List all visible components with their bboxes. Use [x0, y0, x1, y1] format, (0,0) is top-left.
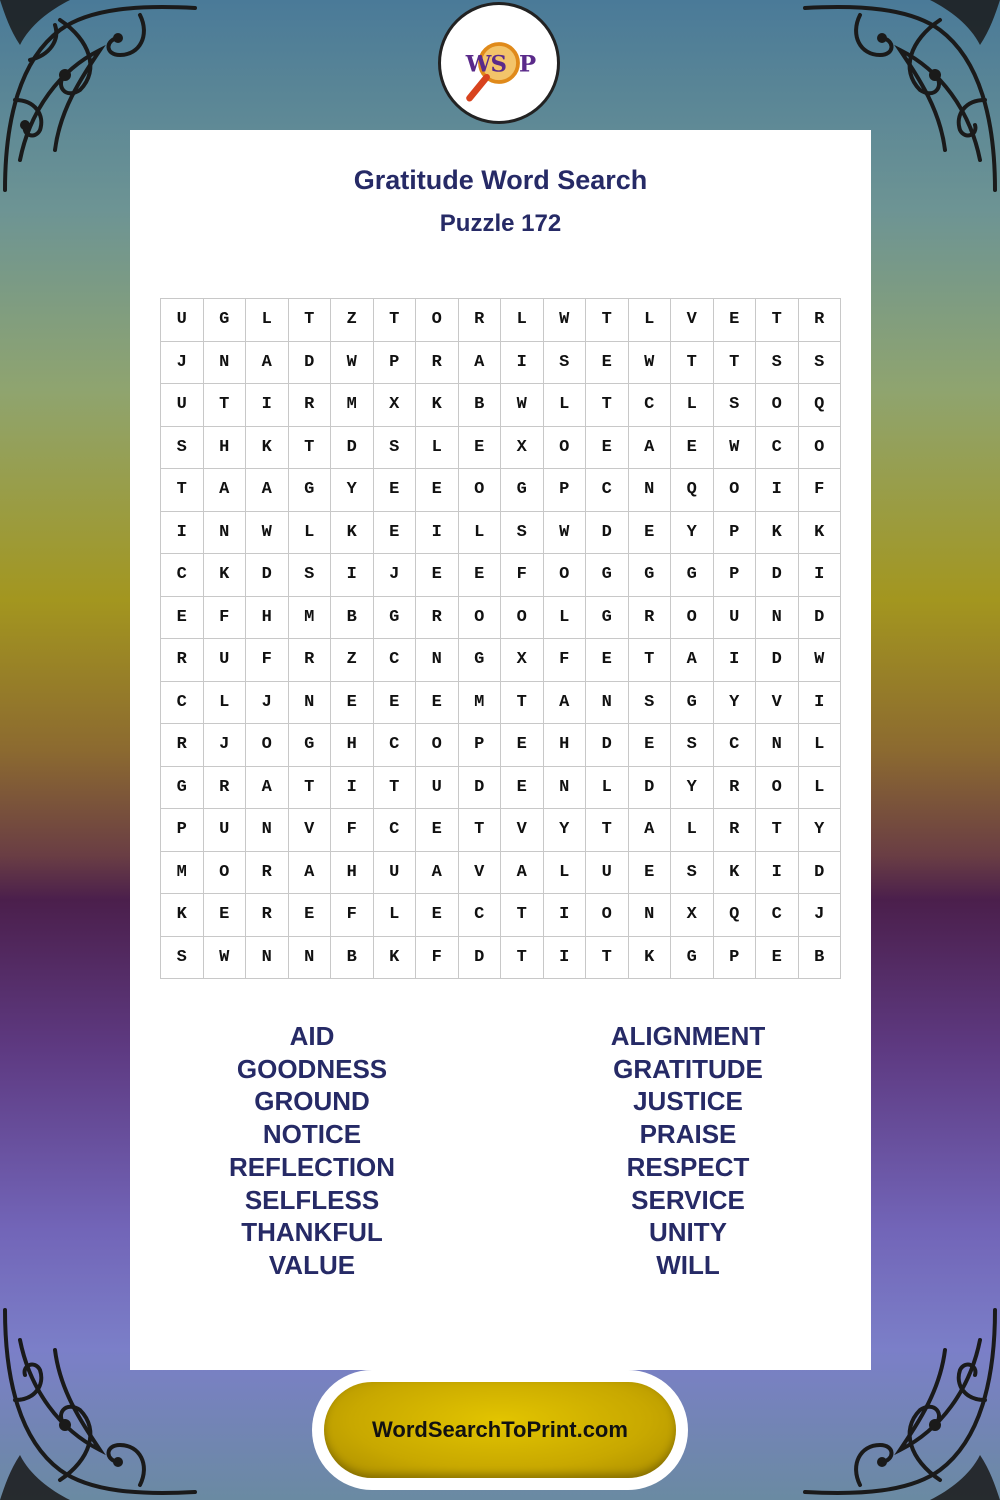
grid-cell[interactable]: E: [331, 682, 374, 725]
grid-cell[interactable]: E: [416, 809, 459, 852]
grid-cell[interactable]: R: [714, 809, 757, 852]
grid-cell[interactable]: Y: [671, 767, 714, 810]
grid-cell[interactable]: N: [756, 724, 799, 767]
word-item: UNITY: [649, 1217, 727, 1248]
grid-cell[interactable]: P: [459, 724, 502, 767]
grid-cell[interactable]: G: [161, 767, 204, 810]
grid-cell[interactable]: T: [671, 342, 714, 385]
grid-cell[interactable]: O: [416, 299, 459, 342]
grid-cell[interactable]: G: [459, 639, 502, 682]
grid-cell[interactable]: T: [289, 767, 332, 810]
grid-cell[interactable]: A: [246, 767, 289, 810]
grid-cell[interactable]: F: [246, 639, 289, 682]
grid-cell[interactable]: T: [586, 299, 629, 342]
grid-cell[interactable]: L: [544, 384, 587, 427]
grid-cell[interactable]: E: [629, 512, 672, 555]
grid-cell[interactable]: U: [714, 597, 757, 640]
grid-cell[interactable]: F: [331, 894, 374, 937]
grid-cell[interactable]: G: [374, 597, 417, 640]
grid-cell[interactable]: G: [671, 554, 714, 597]
word-item: THANKFUL: [241, 1217, 383, 1248]
grid-cell[interactable]: T: [459, 809, 502, 852]
grid-cell[interactable]: N: [756, 597, 799, 640]
grid-cell[interactable]: C: [756, 894, 799, 937]
grid-cell[interactable]: E: [204, 894, 247, 937]
grid-cell[interactable]: G: [671, 937, 714, 980]
grid-cell[interactable]: G: [586, 554, 629, 597]
grid-cell[interactable]: N: [416, 639, 459, 682]
grid-cell[interactable]: G: [629, 554, 672, 597]
word-item: GROUND: [254, 1086, 370, 1117]
grid-cell[interactable]: J: [161, 342, 204, 385]
grid-cell[interactable]: P: [544, 469, 587, 512]
grid-cell[interactable]: I: [331, 554, 374, 597]
grid-cell[interactable]: N: [246, 809, 289, 852]
grid-cell[interactable]: N: [204, 512, 247, 555]
grid-cell[interactable]: E: [586, 639, 629, 682]
grid-cell[interactable]: O: [756, 384, 799, 427]
grid-cell[interactable]: G: [289, 469, 332, 512]
grid-cell[interactable]: T: [629, 639, 672, 682]
grid-cell[interactable]: D: [331, 427, 374, 470]
grid-cell[interactable]: L: [459, 512, 502, 555]
grid-cell[interactable]: R: [161, 639, 204, 682]
grid-cell[interactable]: D: [756, 639, 799, 682]
grid-cell[interactable]: T: [161, 469, 204, 512]
grid-cell[interactable]: X: [501, 427, 544, 470]
grid-cell[interactable]: R: [246, 852, 289, 895]
word-item: ALIGNMENT: [610, 1021, 766, 1051]
grid-cell[interactable]: E: [501, 724, 544, 767]
grid-cell[interactable]: T: [501, 682, 544, 725]
grid-cell[interactable]: R: [204, 767, 247, 810]
puzzle-sheet: [130, 130, 871, 1370]
grid-cell[interactable]: L: [671, 809, 714, 852]
grid-cell[interactable]: C: [586, 469, 629, 512]
grid-cell[interactable]: G: [204, 299, 247, 342]
grid-cell[interactable]: E: [629, 852, 672, 895]
grid-cell[interactable]: T: [289, 299, 332, 342]
word-item: JUSTICE: [633, 1086, 743, 1117]
grid-cell[interactable]: N: [289, 682, 332, 725]
grid-cell[interactable]: T: [501, 894, 544, 937]
grid-cell[interactable]: B: [799, 937, 842, 980]
grid-cell[interactable]: R: [416, 342, 459, 385]
puzzle-number: Puzzle 172: [439, 210, 562, 237]
grid-cell[interactable]: N: [289, 937, 332, 980]
grid-cell[interactable]: Y: [671, 512, 714, 555]
grid-cell[interactable]: P: [714, 554, 757, 597]
grid-cell[interactable]: K: [416, 384, 459, 427]
grid-cell[interactable]: W: [246, 512, 289, 555]
grid-cell[interactable]: V: [501, 809, 544, 852]
word-item: PRAISE: [639, 1119, 737, 1150]
grid-cell[interactable]: R: [289, 384, 332, 427]
grid-cell[interactable]: R: [459, 299, 502, 342]
grid-cell[interactable]: X: [374, 384, 417, 427]
grid-cell[interactable]: K: [799, 512, 842, 555]
grid-cell[interactable]: S: [374, 427, 417, 470]
grid-cell[interactable]: E: [374, 469, 417, 512]
grid-cell[interactable]: E: [161, 597, 204, 640]
grid-cell[interactable]: C: [374, 724, 417, 767]
grid-cell[interactable]: I: [799, 554, 842, 597]
grid-cell[interactable]: G: [671, 682, 714, 725]
grid-cell[interactable]: C: [756, 427, 799, 470]
grid-cell[interactable]: R: [629, 597, 672, 640]
site-link-button[interactable]: [312, 1370, 688, 1490]
grid-cell[interactable]: L: [586, 767, 629, 810]
grid-cell[interactable]: O: [756, 767, 799, 810]
grid-cell[interactable]: C: [714, 724, 757, 767]
grid-cell[interactable]: C: [374, 639, 417, 682]
grid-cell[interactable]: U: [161, 299, 204, 342]
grid-cell[interactable]: I: [331, 767, 374, 810]
grid-cell[interactable]: A: [629, 427, 672, 470]
grid-cell[interactable]: G: [289, 724, 332, 767]
word-item: VALUE: [268, 1249, 356, 1280]
grid-cell[interactable]: L: [629, 299, 672, 342]
grid-cell[interactable]: T: [586, 384, 629, 427]
grid-cell[interactable]: L: [289, 512, 332, 555]
grid-cell[interactable]: P: [374, 342, 417, 385]
grid-cell[interactable]: K: [374, 937, 417, 980]
grid-cell[interactable]: F: [544, 639, 587, 682]
word-list-right: [538, 1020, 838, 1282]
grid-cell[interactable]: J: [374, 554, 417, 597]
grid-cell[interactable]: A: [671, 639, 714, 682]
grid-cell[interactable]: R: [161, 724, 204, 767]
grid-cell[interactable]: T: [586, 937, 629, 980]
grid-cell[interactable]: I: [799, 682, 842, 725]
site-link-label: WordSearchToPrint.com: [372, 1417, 628, 1442]
grid-cell[interactable]: E: [714, 299, 757, 342]
grid-cell[interactable]: I: [544, 937, 587, 980]
wsp-logo[interactable]: [438, 2, 560, 124]
logo-letter: S: [490, 51, 507, 78]
grid-cell[interactable]: O: [544, 427, 587, 470]
word-item: SELFLESS: [244, 1184, 380, 1215]
grid-cell[interactable]: W: [544, 512, 587, 555]
grid-cell[interactable]: S: [544, 342, 587, 385]
grid-cell[interactable]: A: [289, 852, 332, 895]
grid-cell[interactable]: S: [161, 427, 204, 470]
grid-cell[interactable]: C: [629, 384, 672, 427]
grid-cell[interactable]: O: [459, 597, 502, 640]
grid-cell[interactable]: J: [799, 894, 842, 937]
grid-cell[interactable]: D: [246, 554, 289, 597]
grid-cell[interactable]: N: [629, 894, 672, 937]
grid-cell[interactable]: W: [204, 937, 247, 980]
grid-cell[interactable]: E: [756, 937, 799, 980]
grid-cell[interactable]: T: [756, 299, 799, 342]
grid-cell[interactable]: I: [161, 512, 204, 555]
logo-letter: W: [465, 51, 492, 78]
grid-cell[interactable]: M: [289, 597, 332, 640]
grid-cell[interactable]: S: [501, 512, 544, 555]
grid-cell[interactable]: A: [246, 342, 289, 385]
grid-cell[interactable]: E: [586, 342, 629, 385]
grid-cell[interactable]: T: [501, 937, 544, 980]
grid-cell[interactable]: S: [161, 937, 204, 980]
grid-cell[interactable]: V: [756, 682, 799, 725]
grid-cell[interactable]: K: [629, 937, 672, 980]
grid-cell[interactable]: A: [246, 469, 289, 512]
word-list-left: [162, 1020, 462, 1282]
grid-cell[interactable]: Y: [799, 809, 842, 852]
grid-cell[interactable]: I: [756, 852, 799, 895]
grid-cell[interactable]: E: [629, 724, 672, 767]
grid-cell[interactable]: Z: [331, 639, 374, 682]
grid-cell[interactable]: U: [586, 852, 629, 895]
grid-cell[interactable]: Z: [331, 299, 374, 342]
grid-cell[interactable]: R: [246, 894, 289, 937]
grid-cell[interactable]: J: [204, 724, 247, 767]
grid-cell[interactable]: E: [459, 554, 502, 597]
grid-cell[interactable]: F: [331, 809, 374, 852]
grid-cell[interactable]: K: [714, 852, 757, 895]
grid-cell[interactable]: U: [161, 384, 204, 427]
grid-cell[interactable]: W: [331, 342, 374, 385]
grid-cell[interactable]: T: [586, 809, 629, 852]
grid-cell[interactable]: P: [714, 937, 757, 980]
grid-cell[interactable]: C: [374, 809, 417, 852]
grid-cell[interactable]: L: [544, 597, 587, 640]
grid-cell[interactable]: V: [459, 852, 502, 895]
grid-cell[interactable]: R: [714, 767, 757, 810]
site-link-pill[interactable]: [324, 1382, 676, 1478]
grid-cell[interactable]: D: [799, 852, 842, 895]
grid-cell[interactable]: E: [374, 682, 417, 725]
grid-cell[interactable]: G: [501, 469, 544, 512]
grid-cell[interactable]: J: [246, 682, 289, 725]
grid-cell[interactable]: D: [459, 937, 502, 980]
grid-cell[interactable]: V: [289, 809, 332, 852]
grid-cell[interactable]: U: [416, 767, 459, 810]
grid-cell[interactable]: R: [289, 639, 332, 682]
grid-cell[interactable]: N: [544, 767, 587, 810]
grid-cell[interactable]: T: [374, 299, 417, 342]
grid-cell[interactable]: O: [799, 427, 842, 470]
grid-cell[interactable]: U: [204, 639, 247, 682]
grid-cell[interactable]: O: [459, 469, 502, 512]
grid-cell[interactable]: Q: [799, 384, 842, 427]
grid-cell[interactable]: A: [544, 682, 587, 725]
grid-cell[interactable]: L: [671, 384, 714, 427]
grid-cell[interactable]: I: [544, 894, 587, 937]
grid-cell[interactable]: U: [204, 809, 247, 852]
grid-cell[interactable]: O: [501, 597, 544, 640]
grid-cell[interactable]: C: [459, 894, 502, 937]
grid-cell[interactable]: T: [756, 809, 799, 852]
grid-cell[interactable]: E: [459, 427, 502, 470]
grid-cell[interactable]: S: [714, 384, 757, 427]
grid-cell[interactable]: T: [374, 767, 417, 810]
grid-cell[interactable]: L: [799, 724, 842, 767]
grid-cell[interactable]: D: [799, 597, 842, 640]
grid-cell[interactable]: O: [544, 554, 587, 597]
grid-cell[interactable]: E: [416, 554, 459, 597]
grid-cell[interactable]: T: [204, 384, 247, 427]
grid-cell[interactable]: W: [714, 427, 757, 470]
grid-cell[interactable]: A: [416, 852, 459, 895]
grid-cell[interactable]: H: [246, 597, 289, 640]
grid-cell[interactable]: O: [714, 469, 757, 512]
grid-cell[interactable]: N: [204, 342, 247, 385]
grid-cell[interactable]: X: [671, 894, 714, 937]
grid-cell[interactable]: B: [331, 937, 374, 980]
grid-cell[interactable]: T: [714, 342, 757, 385]
grid-cell[interactable]: P: [714, 512, 757, 555]
grid-cell[interactable]: D: [586, 512, 629, 555]
grid-cell[interactable]: Y: [544, 809, 587, 852]
grid-cell[interactable]: N: [246, 937, 289, 980]
grid-cell[interactable]: E: [416, 894, 459, 937]
grid-cell[interactable]: E: [289, 894, 332, 937]
grid-cell[interactable]: Q: [671, 469, 714, 512]
grid-cell[interactable]: A: [501, 852, 544, 895]
grid-cell[interactable]: B: [459, 384, 502, 427]
grid-cell[interactable]: E: [671, 427, 714, 470]
grid-cell[interactable]: E: [374, 512, 417, 555]
word-item: RESPECT: [626, 1151, 750, 1182]
word-item: SERVICE: [631, 1184, 745, 1215]
grid-cell[interactable]: I: [501, 342, 544, 385]
grid-cell[interactable]: N: [586, 682, 629, 725]
grid-cell[interactable]: H: [204, 427, 247, 470]
grid-cell[interactable]: M: [459, 682, 502, 725]
grid-cell[interactable]: L: [544, 852, 587, 895]
grid-cell[interactable]: F: [501, 554, 544, 597]
grid-cell[interactable]: E: [586, 427, 629, 470]
word-item: REFLECTION: [228, 1151, 396, 1182]
grid-cell[interactable]: F: [799, 469, 842, 512]
grid-cell[interactable]: O: [204, 852, 247, 895]
grid-cell[interactable]: H: [331, 724, 374, 767]
grid-cell[interactable]: S: [799, 342, 842, 385]
grid-cell[interactable]: L: [416, 427, 459, 470]
grid-cell[interactable]: K: [204, 554, 247, 597]
grid-cell[interactable]: W: [629, 342, 672, 385]
word-item: AID: [289, 1021, 335, 1051]
grid-cell[interactable]: E: [501, 767, 544, 810]
grid-cell[interactable]: E: [416, 469, 459, 512]
grid-cell[interactable]: Q: [714, 894, 757, 937]
grid-cell[interactable]: K: [756, 512, 799, 555]
grid-cell[interactable]: X: [501, 639, 544, 682]
grid-cell[interactable]: F: [416, 937, 459, 980]
grid-cell[interactable]: D: [586, 724, 629, 767]
word-item: WILL: [656, 1249, 720, 1280]
grid-cell[interactable]: C: [161, 682, 204, 725]
grid-cell[interactable]: H: [331, 852, 374, 895]
grid-cell[interactable]: L: [204, 682, 247, 725]
grid-cell[interactable]: A: [629, 809, 672, 852]
grid-cell[interactable]: G: [586, 597, 629, 640]
grid-cell[interactable]: M: [161, 852, 204, 895]
grid-cell[interactable]: S: [629, 682, 672, 725]
grid-cell[interactable]: K: [161, 894, 204, 937]
grid-cell[interactable]: L: [799, 767, 842, 810]
grid-cell[interactable]: E: [416, 682, 459, 725]
grid-cell[interactable]: D: [289, 342, 332, 385]
grid-cell[interactable]: M: [331, 384, 374, 427]
grid-cell[interactable]: A: [204, 469, 247, 512]
grid-cell[interactable]: D: [459, 767, 502, 810]
word-item: GRATITUDE: [613, 1053, 763, 1084]
grid-cell[interactable]: I: [714, 639, 757, 682]
grid-cell[interactable]: L: [246, 299, 289, 342]
grid-cell[interactable]: S: [756, 342, 799, 385]
grid-cell[interactable]: A: [459, 342, 502, 385]
grid-cell[interactable]: N: [629, 469, 672, 512]
grid-cell[interactable]: U: [374, 852, 417, 895]
grid-cell[interactable]: D: [756, 554, 799, 597]
grid-cell[interactable]: F: [204, 597, 247, 640]
grid-cell[interactable]: O: [246, 724, 289, 767]
grid-cell[interactable]: R: [416, 597, 459, 640]
word-item: GOODNESS: [236, 1053, 388, 1084]
page-title: Gratitude Word Search: [353, 165, 648, 195]
grid-cell[interactable]: W: [544, 299, 587, 342]
grid-cell[interactable]: O: [416, 724, 459, 767]
grid-cell[interactable]: W: [501, 384, 544, 427]
magnifier-icon: [470, 77, 487, 98]
grid-cell[interactable]: S: [289, 554, 332, 597]
grid-cell[interactable]: L: [501, 299, 544, 342]
grid-cell[interactable]: S: [671, 852, 714, 895]
grid-cell[interactable]: I: [416, 512, 459, 555]
grid-cell[interactable]: L: [374, 894, 417, 937]
grid-cell[interactable]: D: [629, 767, 672, 810]
grid-cell[interactable]: O: [671, 597, 714, 640]
grid-cell[interactable]: R: [799, 299, 842, 342]
logo-letter: P: [518, 51, 537, 78]
grid-cell[interactable]: C: [161, 554, 204, 597]
grid-cell[interactable]: I: [756, 469, 799, 512]
grid-cell[interactable]: O: [586, 894, 629, 937]
grid-cell[interactable]: W: [799, 639, 842, 682]
grid-cell[interactable]: B: [331, 597, 374, 640]
grid-cell[interactable]: Y: [331, 469, 374, 512]
grid-cell[interactable]: T: [289, 427, 332, 470]
grid-cell[interactable]: K: [331, 512, 374, 555]
letter-grid[interactable]: [160, 298, 841, 979]
grid-cell[interactable]: I: [246, 384, 289, 427]
word-item: NOTICE: [262, 1119, 362, 1150]
grid-cell[interactable]: Y: [714, 682, 757, 725]
grid-cell[interactable]: K: [246, 427, 289, 470]
grid-cell[interactable]: S: [671, 724, 714, 767]
grid-cell[interactable]: P: [161, 809, 204, 852]
grid-cell[interactable]: H: [544, 724, 587, 767]
grid-cell[interactable]: V: [671, 299, 714, 342]
